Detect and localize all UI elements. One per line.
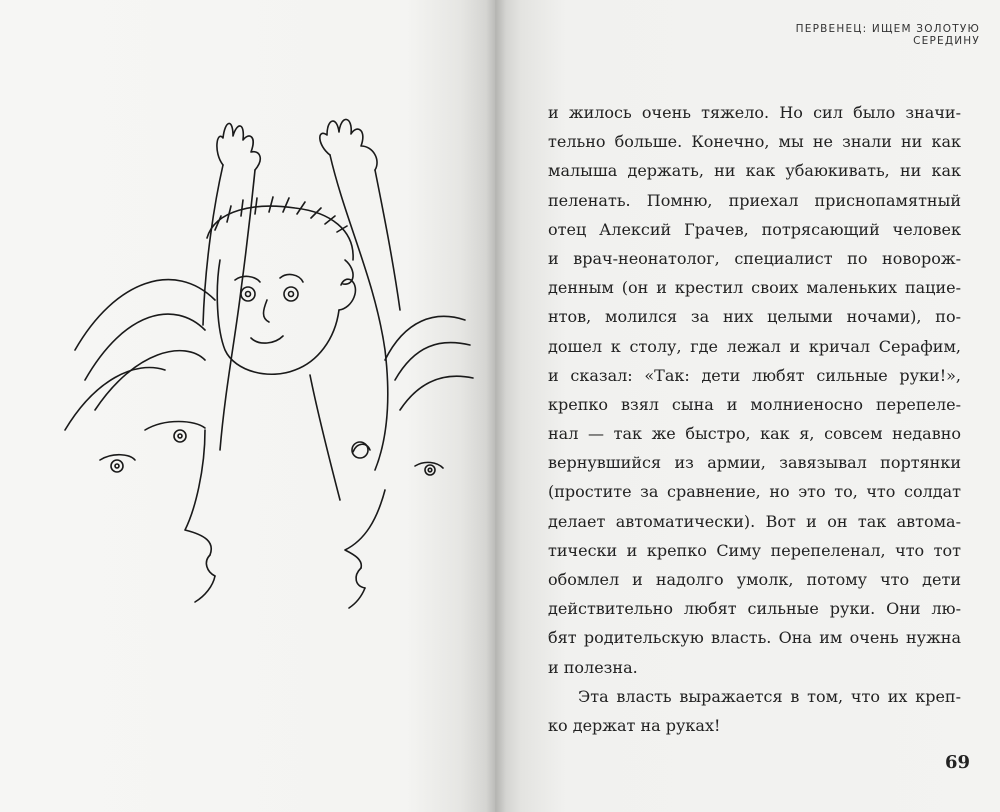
text-line: действительно любят сильные руки. Они лю-: [548, 599, 961, 619]
text-line: Эта власть выражается в том, что их креп-: [578, 686, 961, 706]
text-line: денным (он и крестил своих маленьких пацие-: [548, 278, 961, 298]
page-number: 69: [944, 752, 970, 773]
paragraph: [548, 98, 961, 682]
text-line: малыша держать, ни как убаюкивать, ни как: [548, 161, 961, 181]
text-line: нтов, молился за них целыми ночами), по-: [548, 307, 961, 327]
text-line: отец Алексий Грачев, потрясающий человек: [548, 219, 961, 239]
running-head: ПЕРВЕНЕЦ: ИЩЕМ ЗОЛОТУЮ СЕРЕДИНУ: [795, 23, 980, 47]
child-raised-hands-line-drawing-icon: [55, 110, 475, 610]
text-line: тически и крепко Симу перепеленал, что тот: [548, 540, 961, 560]
text-line: дошел к столу, где лежал и кричал Серафим,: [548, 336, 961, 356]
body-text: [548, 98, 961, 740]
text-line: тельно больше. Конечно, мы не знали ни как: [548, 132, 961, 152]
text-line: делает автоматически). Вот и он так автома-: [548, 511, 961, 531]
text-line: нал — так же быстро, как я, совсем недавно: [548, 424, 961, 444]
text-line: вернувшийся из армии, завязывал портянки: [548, 453, 961, 473]
text-line: пеленать. Помню, приехал приснопамятный: [548, 190, 961, 210]
text-line: крепко взял сына и молниеносно перепеле-: [548, 394, 961, 414]
book-gutter: [486, 0, 506, 812]
text-line: обомлел и надолго умолк, потому что дети: [548, 570, 961, 589]
text-line: и полезна.: [548, 657, 638, 677]
left-page: [0, 0, 495, 812]
text-line: и жилось очень тяжело. Но сил было значи-: [548, 103, 961, 122]
text-line: ко держат на руках!: [548, 715, 721, 735]
text-line: бят родительскую власть. Она им очень нужна: [548, 628, 961, 648]
text-line: и врач-неонатолог, специалист по новорож-: [548, 248, 961, 268]
text-line: (простите за сравнение, но это то, что солдат: [548, 482, 961, 502]
text-line: и сказал: «Так: дети любят сильные руки!»,: [548, 365, 961, 385]
paragraph: [548, 682, 961, 740]
